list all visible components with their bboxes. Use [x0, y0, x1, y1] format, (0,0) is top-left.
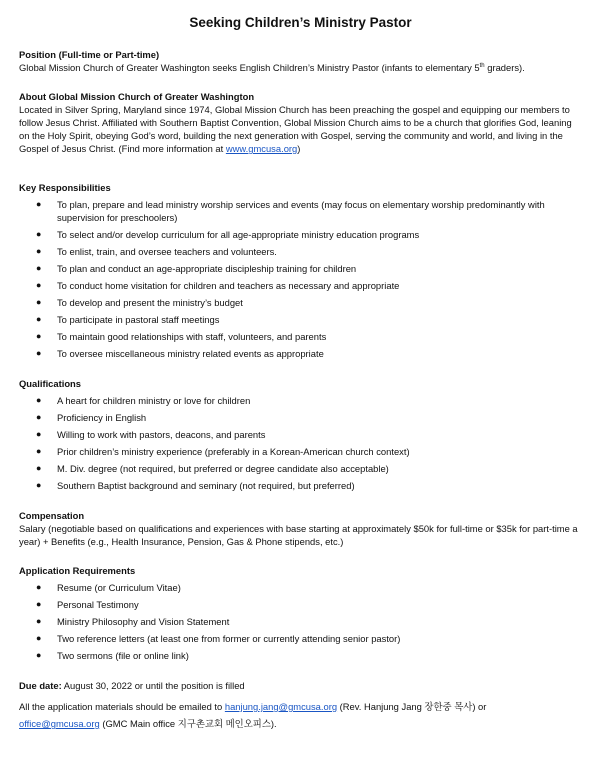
bullet-icon: ● [36, 480, 42, 490]
due-date-label: Due date: [19, 680, 62, 691]
bullet-icon: ● [36, 348, 42, 358]
bullet-icon: ● [36, 429, 42, 439]
bullet-icon: ● [36, 263, 42, 273]
list-item-text: Two reference letters (at least one from former or currently attending senior pastor) [57, 633, 401, 644]
application-list [19, 581, 582, 662]
qualifications-section [19, 377, 582, 492]
list-item-text: Proficiency in English [57, 412, 147, 423]
contact-text-main: All the application materials should be emailed to [19, 701, 225, 712]
position-heading: Position (Full-time or Part-time) [19, 49, 160, 60]
bullet-icon: ● [36, 650, 42, 660]
list-item [19, 428, 582, 441]
list-item-text: Willing to work with pastors, deacons, and parents [57, 429, 266, 440]
list-item [19, 313, 582, 326]
bullet-icon: ● [36, 246, 42, 256]
bullet-icon: ● [36, 395, 42, 405]
bullet-icon: ● [36, 463, 42, 473]
list-item [19, 245, 582, 258]
bullet-icon: ● [36, 412, 42, 422]
list-item [19, 462, 582, 475]
contact-text [19, 698, 582, 732]
list-item [19, 649, 582, 662]
contact-text-end: (GMC Main office 지구촌교회 메인오피스). [99, 718, 277, 729]
position-section [19, 48, 582, 74]
position-text [19, 61, 582, 74]
list-item-text: To enlist, train, and oversee teachers and volunteers. [57, 246, 277, 257]
list-item-text: To oversee miscellaneous ministry related events as appropriate [57, 348, 324, 359]
qualifications-heading: Qualifications [19, 378, 81, 389]
position-superscript: th [479, 62, 485, 69]
list-item-text: To develop and present the ministry’s budget [57, 297, 243, 308]
about-heading: About Global Mission Church of Greater Washington [19, 91, 255, 102]
compensation-heading: Compensation [19, 510, 85, 521]
list-item-text: Prior children’s ministry experience (preferably in a Korean-American church context) [57, 446, 410, 457]
list-item [19, 296, 582, 309]
due-date-value: August 30, 2022 or until the position is filled [61, 680, 245, 691]
responsibilities-list [19, 198, 582, 360]
list-item-text: Southern Baptist background and seminary (not required, but preferred) [57, 480, 355, 491]
list-item [19, 632, 582, 645]
bullet-icon: ● [36, 297, 42, 307]
bullet-icon: ● [36, 599, 42, 609]
list-item [19, 411, 582, 424]
bullet-icon: ● [36, 229, 42, 239]
responsibilities-heading: Key Responsibilities [19, 182, 111, 193]
list-item [19, 394, 582, 407]
list-item [19, 615, 582, 628]
page-title: Seeking Children’s Ministry Pastor [189, 15, 412, 30]
position-text-main: Global Mission Church of Greater Washington seeks English Children’s Ministry Pastor (infants to elementary 5 [19, 62, 480, 73]
about-section [19, 90, 582, 155]
email-link-office[interactable]: office@gmcusa.org [19, 718, 100, 729]
bullet-icon: ● [36, 280, 42, 290]
list-item-text: To participate in pastoral staff meetings [57, 314, 220, 325]
list-item-text: Ministry Philosophy and Vision Statement [57, 616, 230, 627]
list-item [19, 581, 582, 594]
list-item [19, 330, 582, 343]
list-item-text: A heart for children ministry or love for children [57, 395, 251, 406]
list-item-text: To plan and conduct an age-appropriate discipleship training for children [57, 263, 357, 274]
list-item-text: To plan, prepare and lead ministry worship services and events (may focus on elementary worship predominantly with supervision for preschoolers) [57, 199, 545, 223]
due-date [19, 679, 582, 692]
list-item [19, 279, 582, 292]
list-item-text: Resume (or Curriculum Vitae) [57, 582, 181, 593]
list-item-text: To maintain good relationships with staff, volunteers, and parents [57, 331, 327, 342]
list-item [19, 198, 582, 224]
list-item [19, 262, 582, 275]
contact-text-mid: (Rev. Hanjung Jang 장한중 목사) or [337, 701, 487, 712]
bullet-icon: ● [36, 331, 42, 341]
compensation-section [19, 509, 582, 548]
bullet-icon: ● [36, 314, 42, 324]
about-text-main: Located in Silver Spring, Maryland since 1974, Global Mission Church has been preaching the gospel and equipping our members to follow Jesus Christ. Affiliated with Southern Baptist Convention, Global Mission Church aims to be a church that glorifies God, leaning on the Holy Spirit, obeying God’s word, building the next generation with Gospel, serving the community and world, and living in the Gospel of Jesus Christ. (Find more information at [19, 104, 572, 154]
list-item-text: Personal Testimony [57, 599, 139, 610]
list-item [19, 479, 582, 492]
qualifications-list [19, 394, 582, 492]
list-item [19, 228, 582, 241]
list-item-text: To conduct home visitation for children and teachers as necessary and appropriate [57, 280, 400, 291]
list-item-text: Two sermons (file or online link) [57, 650, 189, 661]
bullet-icon: ● [36, 582, 42, 592]
position-text-end: graders). [484, 62, 525, 73]
about-text [19, 103, 582, 155]
responsibilities-section [19, 181, 582, 360]
bullet-icon: ● [36, 446, 42, 456]
list-item [19, 347, 582, 360]
list-item-text: M. Div. degree (not required, but preferred or degree candidate also acceptable) [57, 463, 389, 474]
list-item [19, 445, 582, 458]
bullet-icon: ● [36, 633, 42, 643]
email-link-hanjung[interactable]: hanjung.jang@gmcusa.org [224, 701, 338, 712]
bullet-icon: ● [36, 199, 42, 209]
bullet-icon: ● [36, 616, 42, 626]
compensation-text: Salary (negotiable based on qualifications and experiences with base starting at approximately $50k for full-time or $35k for part-time a year) + Benefits (e.g., Health Insurance, Pension, Gas & Phone stipends, etc.) [19, 523, 578, 547]
website-link[interactable]: www.gmcusa.org [225, 143, 298, 154]
about-text-end: ) [297, 143, 301, 154]
list-item [19, 598, 582, 611]
application-heading: Application Requirements [19, 565, 136, 576]
application-section [19, 564, 582, 662]
list-item-text: To select and/or develop curriculum for all age-appropriate ministry education programs [57, 229, 420, 240]
